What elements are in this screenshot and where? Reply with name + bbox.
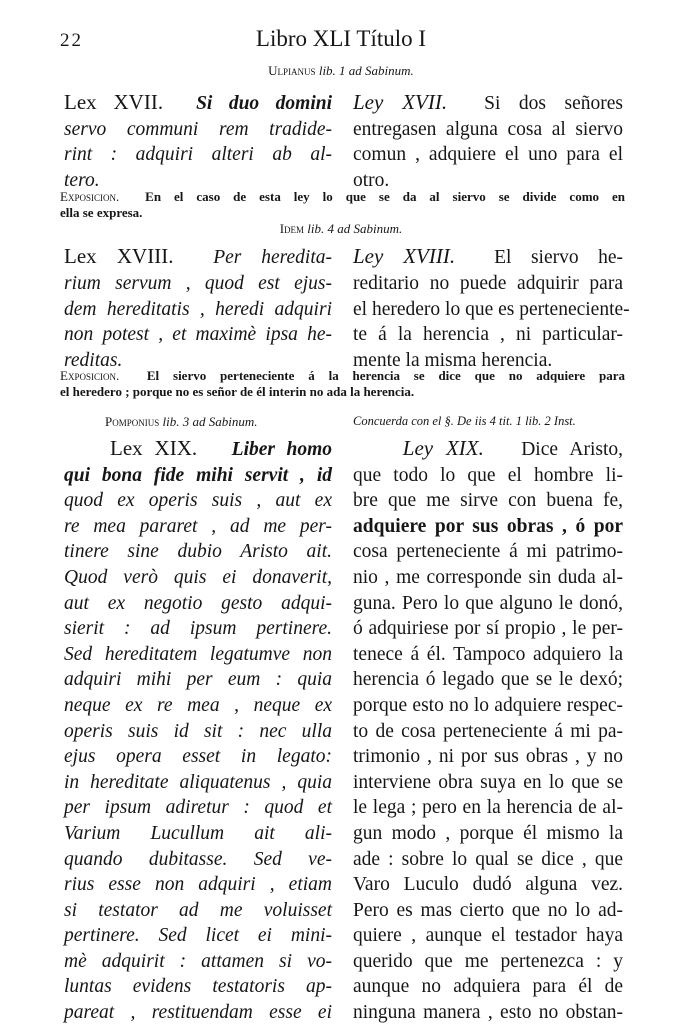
spanish-line: adquiere por sus obras , ó por xyxy=(353,515,623,537)
latin-line: rium servum , quod est ejus- xyxy=(64,272,332,294)
latin-line: rint : adquiri alteri ab al- xyxy=(64,144,332,165)
latin-line: in hereditate aliquatenus , quia xyxy=(64,771,332,793)
source-citation xyxy=(0,221,682,237)
spanish-line: to de cosa perteneciente á mi pa- xyxy=(353,720,623,742)
spanish-line: ninguna manera , esto no obstan- xyxy=(353,1002,623,1024)
lex-heading: Lex XVII. xyxy=(64,90,164,114)
source-citation xyxy=(105,414,257,430)
concordance-note: Concuerda con el §. De iis 4 tit. 1 lib. 2 Inst. xyxy=(353,414,576,428)
latin-line: pareat , restituendam esse ei xyxy=(64,1002,332,1024)
latin-line: non potest , et maximè ipsa he- xyxy=(64,324,332,346)
latin-line: Si duo domini xyxy=(196,93,333,114)
latin-line: sierit : ad ipsum pertinere. xyxy=(64,618,332,640)
exposicion-label: Exposicion. xyxy=(60,189,120,204)
spanish-line: interviene obra suya en lo que se xyxy=(353,771,623,793)
spanish-line: comun , adquiere el uno para el xyxy=(353,144,623,165)
latin-line: re mea pararet , ad me per- xyxy=(64,515,332,537)
spanish-line: gun modo , porque él mismo la xyxy=(353,822,623,844)
source-reference: lib. 1 ad Sabinum. xyxy=(318,63,414,78)
running-title: Libro XLI Título I xyxy=(255,26,427,51)
spanish-line: el heredero lo que es perteneciente- xyxy=(353,298,630,320)
latin-line: qui bona fide mihi servit , id xyxy=(64,464,332,486)
spanish-line: El siervo he- xyxy=(494,247,623,268)
ley-heading: Ley XVII. xyxy=(353,90,448,114)
ley-heading: Ley XIX. xyxy=(402,436,484,460)
latin-line: servo communi rem tradide- xyxy=(64,118,332,140)
source-reference: lib. 3 ad Sabinum. xyxy=(162,414,258,429)
exposicion-note xyxy=(60,189,625,221)
latin-line: mè adquirit : attamen si vo- xyxy=(64,950,332,972)
spanish-line: otro. xyxy=(353,169,390,191)
latin-line: Quod verò quis ei donaverit, xyxy=(64,566,332,588)
spanish-line: cosa perteneciente á mi patrimo- xyxy=(353,541,623,563)
latin-line: aut ex negotio gesto adqui- xyxy=(64,592,332,614)
spanish-line: Varo Luculo dudó alguna vez. xyxy=(353,874,623,896)
latin-line: tinere sine dubio Aristo ait. xyxy=(64,541,332,563)
spanish-line: te á la herencia , ni particular- xyxy=(353,324,623,346)
spanish-text-ley-18 xyxy=(353,244,630,374)
latin-line: Per heredita- xyxy=(213,247,332,268)
latin-line: si testator ad me voluisset xyxy=(64,899,332,921)
spanish-line: porque esto no lo adquiere respec- xyxy=(353,694,623,716)
spanish-line: le lega ; pero en la herencia de al- xyxy=(353,797,623,819)
latin-text-lex-19 xyxy=(64,436,332,1026)
lex-heading: Lex XIX. xyxy=(110,436,198,460)
spanish-line: ade : sobre lo qual se dice , que xyxy=(353,848,623,870)
source-author: Idem xyxy=(279,221,305,236)
spanish-line: reditario no puede adquirir para xyxy=(353,272,623,294)
spanish-text-ley-17 xyxy=(353,90,623,193)
spanish-line: herencia ó legado que se le dexó; xyxy=(353,669,623,691)
latin-line: Sed hereditatem legatumve non xyxy=(64,643,332,665)
latin-line: Liber homo xyxy=(231,439,332,460)
spanish-line: Pero es mas cierto que no lo ad- xyxy=(353,899,623,921)
latin-line: Varium Lucullum ait ali- xyxy=(64,822,332,844)
latin-line: pertinere. Sed licet ei mini- xyxy=(64,925,332,947)
source-reference: lib. 4 ad Sabinum. xyxy=(307,221,403,236)
latin-line: reditas. xyxy=(64,350,123,372)
page-number: 22 xyxy=(60,30,83,51)
latin-line: tero. xyxy=(64,169,100,191)
source-citation xyxy=(0,63,682,79)
latin-line: luntas evidens testatoris ap- xyxy=(64,976,332,998)
exposicion-note xyxy=(60,368,625,400)
spanish-line: Dice Aristo, xyxy=(521,439,623,460)
exposicion-line: el heredero ; porque no es señor de él interin no ada la herencia. xyxy=(60,384,415,399)
latin-line: operis suis id sit : nec ulla xyxy=(64,720,332,742)
latin-line: rius esse non adquiri , etiam xyxy=(64,874,332,896)
spanish-line: guna. Pero lo que alguno le donó, xyxy=(353,592,623,614)
source-author: Ulpianus xyxy=(268,63,316,78)
spanish-line: quiere , aunque el testador haya xyxy=(353,925,623,947)
latin-line: neque ex re mea , neque ex xyxy=(64,694,332,716)
spanish-line: entregasen alguna cosa al siervo xyxy=(353,118,623,140)
spanish-line: Si dos señores xyxy=(484,93,623,114)
spanish-line: que todo lo que el hombre li- xyxy=(353,464,623,486)
spanish-line: mente la misma herencia. xyxy=(353,350,553,372)
spanish-text-ley-19 xyxy=(353,436,623,1026)
exposicion-line: El siervo perteneciente á la herencia se dice que no adquiere para xyxy=(146,368,626,383)
latin-line: dem hereditatis , heredi adquiri xyxy=(64,298,332,320)
spanish-line: bre que me sirve con buena fe, xyxy=(353,490,623,512)
spanish-line: trimonio , ni por sus obras , y no xyxy=(353,746,623,768)
latin-line: quod ex operis suis , aut ex xyxy=(64,490,332,512)
spanish-line: ó adquiriese por sí propio , le per- xyxy=(353,618,623,640)
latin-line: quando dubitasse. Sed ve- xyxy=(64,848,332,870)
latin-text-lex-17 xyxy=(64,90,332,193)
spanish-line: aunque no adquiera para él de xyxy=(353,976,623,998)
exposicion-line: En el caso de esta ley lo que se da al siervo se divide como en xyxy=(145,189,625,204)
exposicion-label: Exposicion. xyxy=(60,368,120,383)
latin-line: adquiri mihi per eum : quia xyxy=(64,669,332,691)
spanish-line: tenece á él. Tampoco adquiero la xyxy=(353,643,623,665)
lex-heading: Lex XVIII. xyxy=(64,244,174,268)
source-author: Pomponius xyxy=(105,414,160,429)
exposicion-line: ella se expresa. xyxy=(60,205,143,220)
spanish-line: querido que me pertenezca : y xyxy=(353,950,623,972)
latin-text-lex-18 xyxy=(64,244,332,374)
latin-line: ejus opera esset in legato: xyxy=(64,746,332,768)
ley-heading: Ley XVIII. xyxy=(353,244,456,268)
latin-line: per ipsum adiretur : quod et xyxy=(64,797,332,819)
spanish-line: nio , me corresponde sin duda al- xyxy=(353,566,623,588)
